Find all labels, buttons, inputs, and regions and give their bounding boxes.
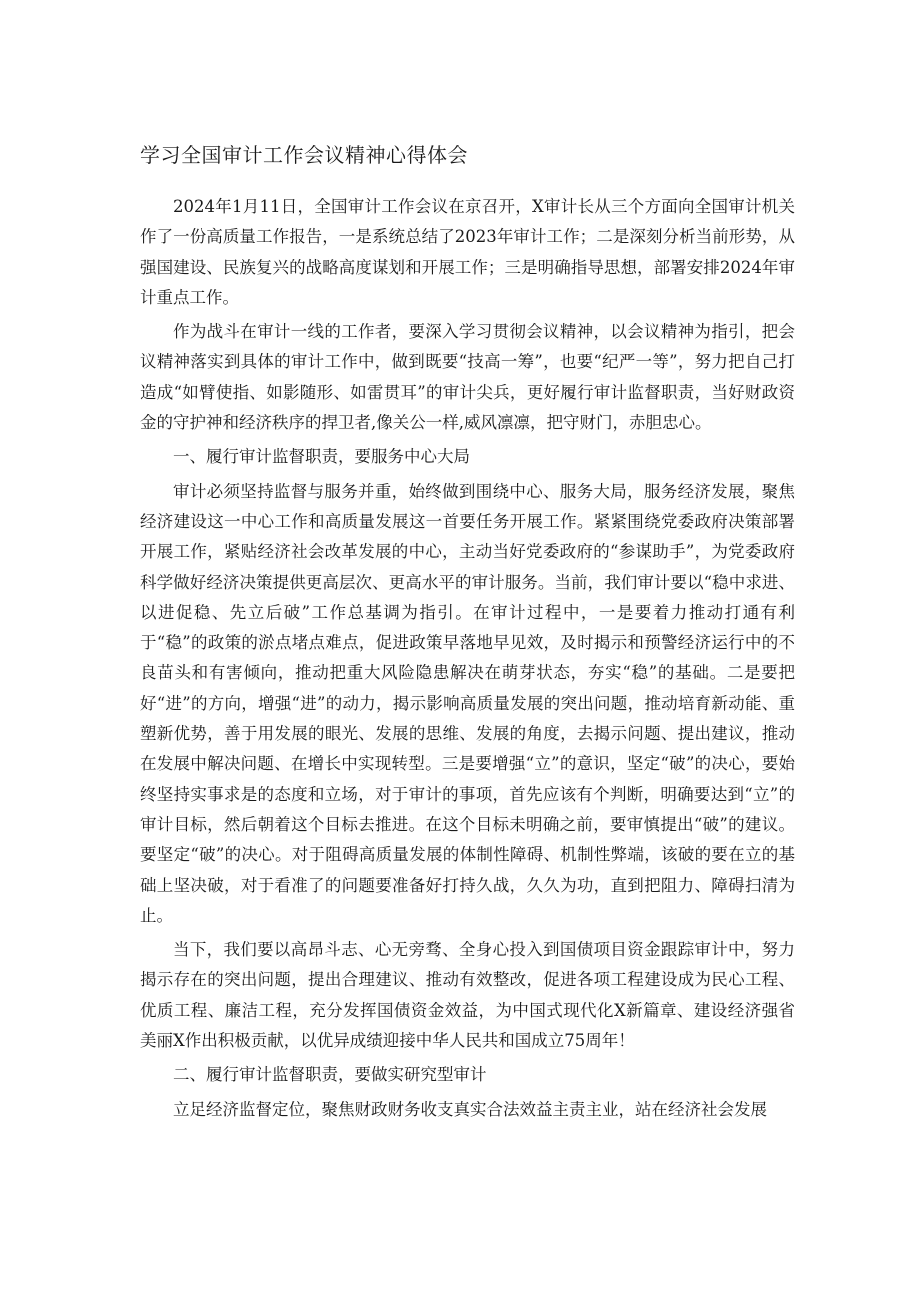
document-title: 学习全国审计工作会议精神心得体会 bbox=[140, 143, 468, 167]
section-2-heading: 二、履行审计监督职责，要做实研究型审计 bbox=[173, 1065, 487, 1085]
section-1-paragraph-2: 当下，我们要以高昂斗志、心无旁骛、全身心投入到国债项目资金跟踪审计中，努力揭示存在的突出问题，提出合理建议、推动有效整改，促进各项工程建设成为民心工程、优质工程、廉洁工程，充分发挥国债资金效益，为中国式现代化X新篇章、建设经济强省美丽X作出积极贡献，以优异成绩迎接中华人民共和国成立75周年！ bbox=[140, 940, 795, 1051]
section-1-paragraph-1: 审计必须坚持监督与服务并重，始终做到围绕中心、服务大局，服务经济发展，聚焦经济建设这一中心工作和高质量发展这一首要任务开展工作。紧紧围绕党委政府决策部署开展工作，紧贴经济社会改革发展的中心，主动当好党委政府的“参谋助手”，为党委政府科学做好经济决策提供更高层次、更高水平的审计服务。当前，我们审计要以“稳中求进、以进促稳、先立后破”工作总基调为指引。在审计过程中，一是要着力推动打通有利于“稳”的政策的淤点堵点难点，促进政策早落地早见效，及时揭示和预警经济运行中的不良苗头和有害倾向，推动把重大风险隐患解决在萌芽状态，夯实“稳”的基础。二是要把好“进”的方向，增强“进”的动力，揭示影响高质量发展的突出问题，推动培育新动能、重塑新优势，善于用发展的眼光、发展的思维、发展的角度，去揭示问题、提出建议，推动在发展中解决问题、在增长中实现转型。三是要增强“立”的意识，坚定“破”的决心，要始终坚持实事求是的态度和立场，对于审计的事项，首先应该有个判断，明确要达到“立”的审计目标，然后朝着这个目标去推进。在这个目标未明确之前，要审慎提出“破”的建议。要坚定“破”的决心。对于阻碍高质量发展的体制性障碍、机制性弊端，该破的要在立的基础上坚决破，对于看准了的问题要准备好打持久战，久久为功，直到把阻力、障碍扫清为止。 bbox=[140, 481, 795, 925]
section-2-paragraph-1: 立足经济监督定位，聚焦财政财务收支真实合法效益主责主业，站在经济社会发展 bbox=[173, 1099, 767, 1119]
intro-paragraph-1: 2024年1月11日，全国审计工作会议在京召开，X审计长从三个方面向全国审计机关作了一份高质量工作报告，一是系统总结了2023年审计工作；二是深刻分析当前形势，从强国建设、民族复兴的战略高度谋划和开展工作；三是明确指导思想，部署安排2024年审计重点工作。 bbox=[140, 197, 795, 307]
intro-paragraph-2: 作为战斗在审计一线的工作者，要深入学习贯彻会议精神，以会议精神为指引，把会议精神落实到具体的审计工作中，做到既要“技高一筹”，也要“纪严一等”，努力把自己打造成“如臂使指、如影随形、如雷贯耳”的审计尖兵，更好履行审计监督职责，当好财政资金的守护神和经济秩序的捍卫者,像关公一样,威风凛凛，把守财门，赤胆忠心。 bbox=[140, 322, 795, 433]
section-1-heading: 一、履行审计监督职责，要服务中心大局 bbox=[173, 447, 470, 467]
document-page bbox=[140, 140, 795, 1129]
